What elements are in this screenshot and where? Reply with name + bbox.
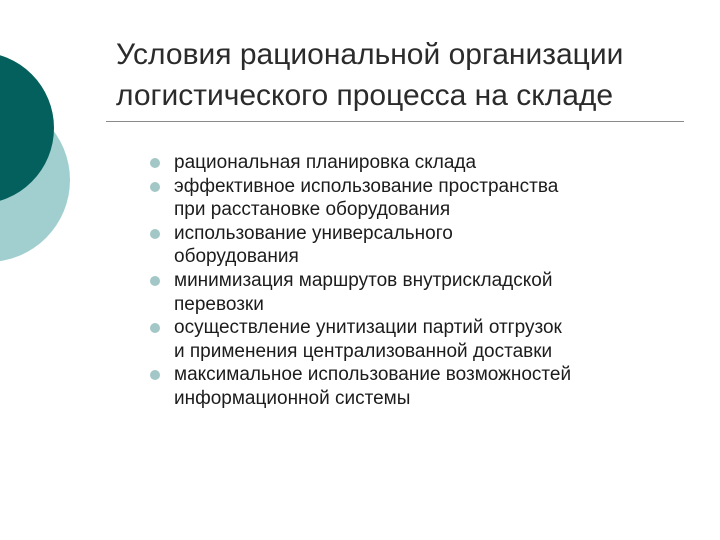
decorative-circles [0, 0, 110, 300]
bullet-icon [150, 276, 160, 286]
bullet-icon [150, 323, 160, 333]
list-item [150, 316, 690, 363]
bullet-icon [150, 182, 160, 192]
list-item [150, 222, 690, 269]
list-item [150, 269, 690, 316]
bullet-icon [150, 229, 160, 239]
list-item-text: перевозки [174, 293, 264, 315]
list-item-text: рациональная планировка склада [174, 152, 477, 173]
list-item-text: при расстановке оборудования [174, 199, 451, 221]
bullet-icon [150, 370, 160, 380]
list-item-text: информационной системы [174, 387, 411, 409]
list-item [150, 363, 690, 410]
list-item-text: осуществление унитизации партий отгрузок [174, 317, 562, 339]
list-item-text: и применения централизованной доставки [174, 340, 553, 362]
list-item-text: минимизация маршрутов внутрискладской [174, 269, 553, 291]
page-title [116, 34, 696, 116]
list-item [150, 151, 690, 175]
list-item-text: эффективное использование пространства [174, 175, 559, 197]
list-item-text: максимальное использование возможностей [174, 364, 572, 386]
list-item [150, 175, 690, 222]
title-line: логистического процесса на складе [116, 79, 614, 112]
list-item-text: оборудования [174, 246, 299, 268]
title-line: Условия рациональной организации [116, 38, 624, 71]
bullet-icon [150, 158, 160, 168]
list-item-text: использование универсального [174, 222, 453, 244]
title-divider [106, 121, 684, 122]
bullet-list [150, 151, 690, 411]
